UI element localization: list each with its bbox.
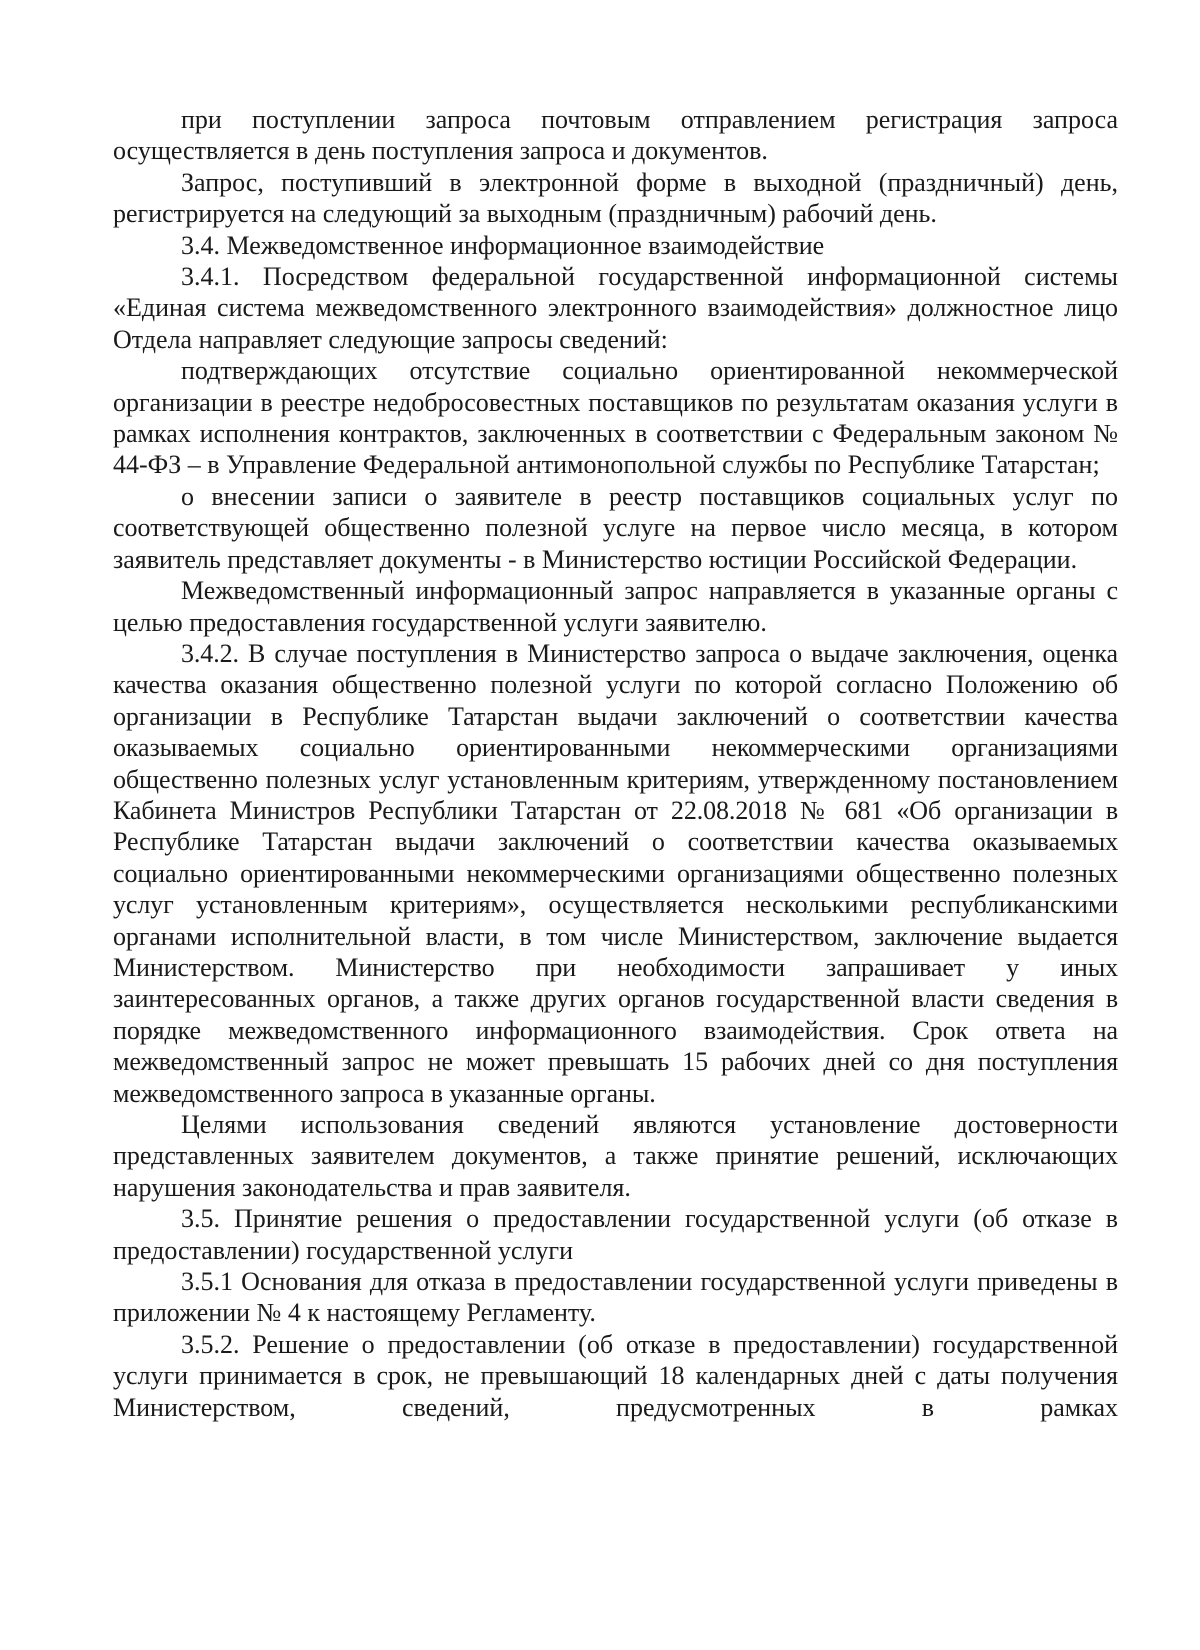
paragraph-purposes: Целями использования сведений являются установление достоверности представленных заявителем документов, а также принятие решений, исключающих нарушения законодательства и прав заявителя.	[113, 1110, 1118, 1202]
paragraph-electronic-holiday: Запрос, поступивший в электронной форме в выходной (праздничный) день, регистрируется на следующий за выходным (праздничным) рабочий день.	[113, 167, 1118, 229]
paragraph-request-fas: подтверждающих отсутствие социально ориентированной некоммерческой организации в реестре недобросовестных поставщиков по результатам оказания услуги в рамках исполнения контрактов, заключенных в соответствии с Федеральным законом № 44-ФЗ – в Управление Федеральной антимонопольной службы по Республике Татарстан;	[113, 356, 1118, 480]
paragraph-interagency-request: Межведомственный информационный запрос направляется в указанные органы с целью предоставления государственной услуги заявителю.	[113, 576, 1118, 637]
paragraph-3-4-2: 3.4.2. В случае поступления в Министерство запроса о выдаче заключения, оценка качества оказания общественно полезной услуги по которой согласно Положению об организации в Республике Татарстан выдачи заключений о соответствии качества оказываемых социально ориентированными некоммерческими организациями общественно полезных услуг установленным критериям, утвержденному постановлением Кабинета Министров Республики Татарстан от 22.08.2018 № 681 «Об организации в Республике Татарстан выдачи заключений о соответствии качества оказываемых социально ориентированными некоммерческими организациями общественно полезных услуг установленным критериям», осуществляется несколькими республиканскими органами исполнительной власти, в том числе Министерством, заключение выдается Министерством. Министерство при необходимости запрашивает у иных заинтересованных органов, а также других органов государственной власти сведения в порядке межведомственного информационного взаимодействия. Срок ответа на межведомственный запрос не может превышать 15 рабочих дней со дня поступления межведомственного запроса в указанные органы.	[113, 638, 1118, 1108]
paragraph-3-5-1: 3.5.1 Основания для отказа в предоставлении государственной услуги приведены в приложении № 4 к настоящему Регламенту.	[113, 1267, 1118, 1328]
paragraph-3-5-2: 3.5.2. Решение о предоставлении (об отказе в предоставлении) государственной услуги принимается в срок, не превышающий 18 календарных дней с даты получения Министерством, сведений, предусмотренных в рамках	[113, 1329, 1118, 1422]
paragraph-3-4-1: 3.4.1. Посредством федеральной государственной информационной системы «Единая система межведомственного электронного взаимодействия» должностное лицо Отдела направляет следующие запросы сведений:	[113, 262, 1118, 354]
paragraph-request-minjust: о внесении записи о заявителе в реестр поставщиков социальных услуг по соответствующей общественно полезной услуге на первое число месяца, в котором заявитель представляет документы - в Министерство юстиции Российской Федерации.	[113, 481, 1118, 574]
heading-section-3-4: 3.4. Межведомственное информационное взаимодействие	[181, 230, 825, 260]
paragraph-postal-registration: при поступлении запроса почтовым отправлением регистрация запроса осуществляется в день поступления запроса и документов.	[113, 105, 1118, 166]
heading-section-3-5: 3.5. Принятие решения о предоставлении государственной услуги (об отказе в предоставлении) государственной услуги	[113, 1204, 1118, 1265]
